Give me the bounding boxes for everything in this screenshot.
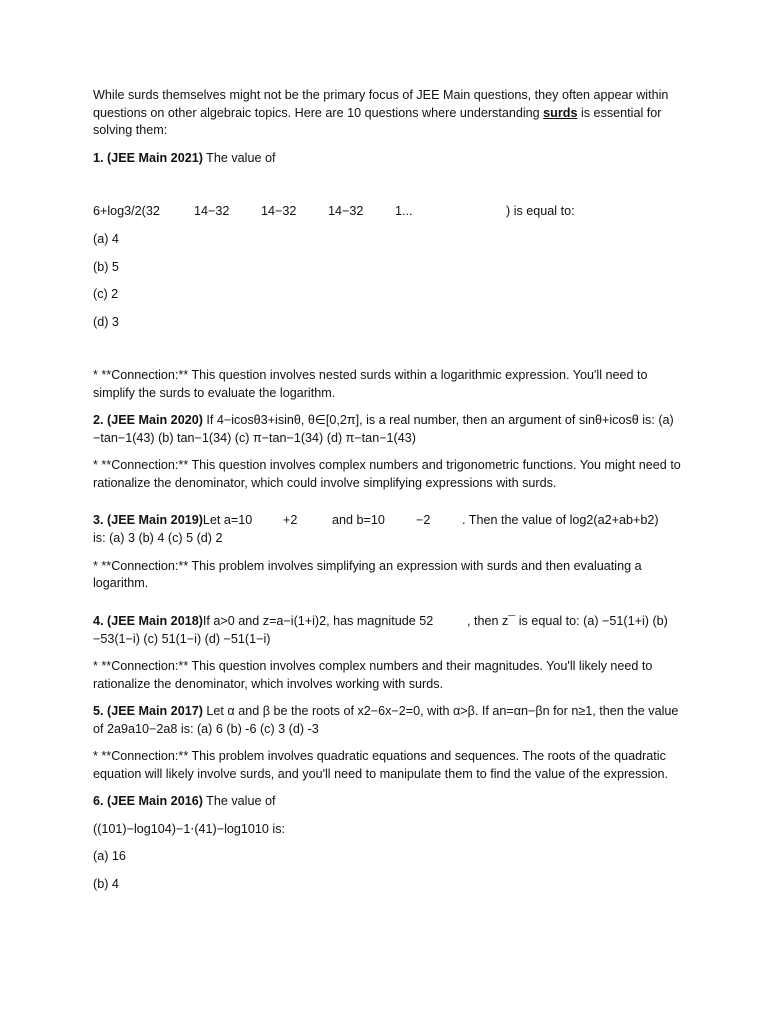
question-4-connection: * **Connection:** This question involves complex numbers and their magnitudes. You'll likely need to rationalize the denominator, which involves working with surds. [93,659,653,691]
question-4-label: 4. (JEE Main 2018) [93,613,203,628]
question-1-option-b: (b) 5 [93,259,119,274]
question-6-label: 6. (JEE Main 2016) [93,794,203,808]
question-1-option-c: (c) 2 [93,287,119,301]
question-2-connection: * **Connection:** This question involves complex numbers and trigonometric functions. You might need to rationalize the denominator, which could involve simplifying expressions with surds. [93,458,681,490]
question-6-option-b: (b) 4 [93,876,119,891]
question-1-option-a: (a) 4 [93,232,119,246]
question-5: 5. (JEE Main 2017) Let α and β be the roots of x2−6x−2=0, with α>β. If an=αn−βn for n≥1, then the value of 2a9a10−2a8 is: (a) 6 (b) -6 (c) 3 (d) -3 [93,704,679,736]
question-6-formula: ((101)−log104)−1⋅(41)−log1010 is: [93,821,285,836]
question-1-option-d: (d) 3 [93,314,119,329]
question-1-formula: 6+log3/2(32 14−32 14−32 14−32 1... ) is equal to: [93,204,575,218]
question-6-option-a: (a) 16 [93,849,126,863]
question-1-connection: * **Connection:** This question involves nested surds within a logarithmic expression. You'll need to simplify the surds to evaluate the logarithm. [93,368,648,400]
question-4-options: −53(1−i) (c) 51(1−i) (d) −51(1−i) [93,631,271,646]
question-6: 6. (JEE Main 2016) The value of [93,794,276,808]
question-5-connection: * **Connection:** This problem involves quadratic equations and sequences. The roots of the quadratic equation will likely involve surds, and you'll need to manipulate them to find the value of the expression. [93,749,669,781]
question-2-label: 2. (JEE Main 2020) [93,413,203,427]
question-2: 2. (JEE Main 2020) If 4−icosθ3+isinθ, θ∈[0,2π], is a real number, then an argument of sinθ+icosθ is: (a) −tan−1(43) (b) tan−1(34) (c) π−tan−1(34) (d) π−tan−1(43) [93,413,674,445]
document-body [93,87,683,893]
question-5-label: 5. (JEE Main 2017) [93,704,203,718]
intro-paragraph: While surds themselves might not be the primary focus of JEE Main questions, they often appear within questions on other algebraic topics. Here are 10 questions where understanding surds is essential for solving them: [93,88,669,137]
question-1: 1. (JEE Main 2021) The value of [93,150,276,165]
question-3-options: is: (a) 3 (b) 4 (c) 5 (d) 2 [93,531,223,545]
question-3-label: 3. (JEE Main 2019) [93,513,203,527]
question-4: 4. (JEE Main 2018) If a>0 and z=a−i(1+i)2, has magnitude 52 , then z¯ is equal to: (a) −51(1+i) (b) [93,613,668,628]
question-3-connection: * **Connection:** This problem involves simplifying an expression with surds and then evaluating a logarithm. [93,558,642,590]
question-1-label: 1. (JEE Main 2021) [93,150,203,165]
question-3: 3. (JEE Main 2019) Let a=10 +2 and b=10 −2 . Then the value of log2(a2+ab+b2) [93,513,659,527]
surds-link[interactable]: surds [543,105,578,120]
